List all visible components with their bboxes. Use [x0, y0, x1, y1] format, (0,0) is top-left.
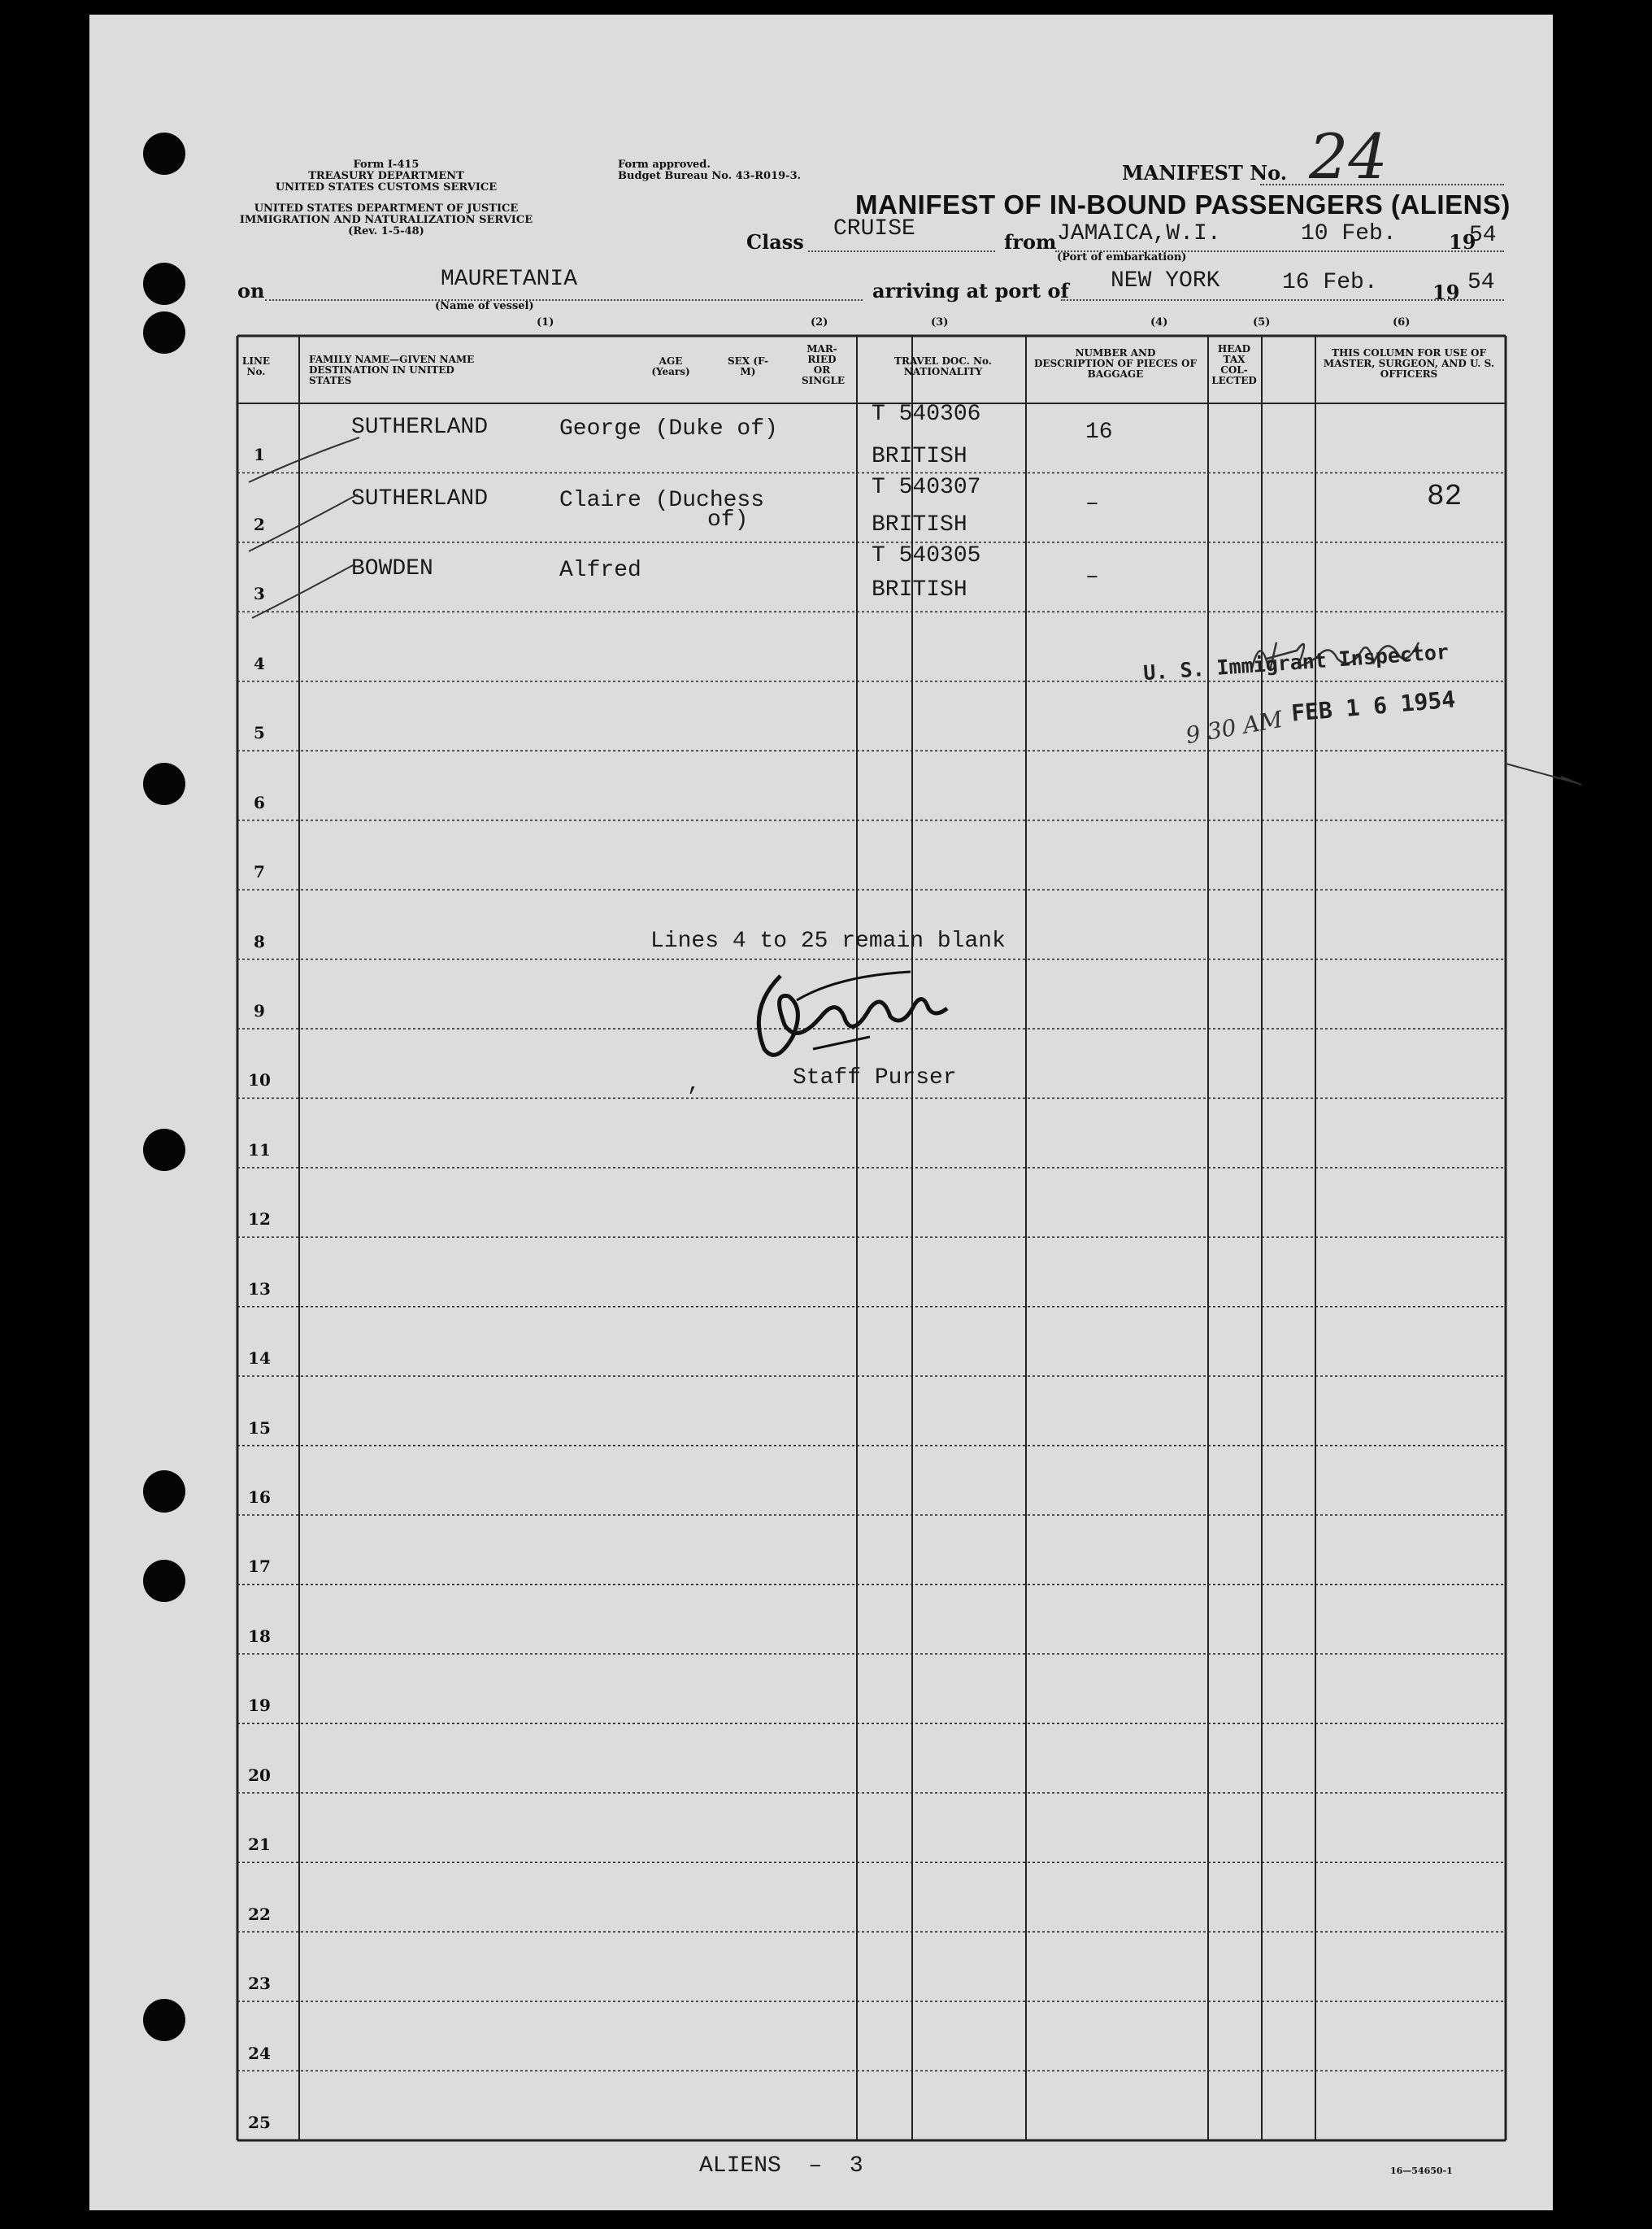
customs-service: UNITED STATES CUSTOMS SERVICE	[275, 181, 498, 194]
passenger-1-family-name: SUTHERLAND	[351, 415, 489, 440]
header-travel-doc: TRAVEL DOC. No. NATIONALITY	[894, 355, 992, 377]
departure-year: 54	[1469, 223, 1497, 248]
budget-bureau: Budget Bureau No. 43-R019-3.	[618, 170, 802, 182]
header-married: MAR- RIED OR SINGLE	[802, 343, 846, 386]
line-number: 14	[248, 1348, 271, 1369]
manifest-page	[89, 15, 1553, 2210]
passenger-2-nationality: BRITISH	[872, 512, 967, 538]
vessel-caption: (Name of vessel)	[435, 300, 534, 312]
header-name: FAMILY NAME—GIVEN NAME DESTINATION IN UNITED STATES	[309, 354, 475, 386]
treasury-dept: TREASURY DEPARTMENT	[308, 170, 464, 182]
line-number: 15	[248, 1417, 271, 1438]
print-code: 16—54650-1	[1390, 2166, 1453, 2176]
form-id: Form I-415	[353, 159, 420, 171]
revision-date: (Rev. 1-5-48)	[348, 225, 424, 237]
passenger-2-officer-note: 82	[1427, 480, 1463, 513]
line-number: 12	[248, 1209, 271, 1230]
line-number: 2	[254, 514, 265, 534]
line-number: 21	[248, 1835, 271, 1855]
stamp-time: 9 30 AM	[1184, 705, 1285, 750]
arrival-year: 54	[1467, 270, 1495, 295]
passenger-1-nationality: BRITISH	[872, 444, 967, 469]
line-number: 24	[248, 2043, 271, 2063]
passenger-3-baggage: –	[1085, 564, 1099, 590]
justice-dept: UNITED STATES DEPARTMENT OF JUSTICE	[254, 202, 519, 215]
passenger-2-travel-doc: T 540307	[872, 475, 981, 500]
header-sex: SEX (F-M)	[728, 355, 768, 377]
line-number: 17	[248, 1556, 271, 1577]
passenger-3-travel-doc: T 540305	[872, 543, 981, 568]
passenger-1-travel-doc: T 540306	[872, 402, 981, 427]
arriving-label: arriving at port of	[872, 279, 1069, 303]
col-num-1: (1)	[537, 316, 554, 329]
stamp-arrow	[1504, 759, 1602, 791]
on-label: on	[237, 279, 265, 303]
header-line-no: LINE No.	[241, 355, 271, 377]
arrival-year-prefix: 19	[1432, 281, 1460, 304]
line-number: 25	[248, 2113, 271, 2132]
line-number: 18	[248, 1626, 271, 1646]
col-num-2: (2)	[811, 316, 828, 329]
staff-purser-label: Staff Purser	[793, 1065, 957, 1091]
line-number: 8	[254, 931, 265, 951]
passenger-3-family-name: BOWDEN	[351, 556, 433, 581]
passenger-3-given-name: Alfred	[559, 558, 641, 583]
departure-date: 10 Feb.	[1301, 221, 1397, 246]
line-number: 11	[248, 1139, 271, 1160]
line-number: 13	[248, 1278, 271, 1299]
manifest-number: 24	[1309, 120, 1388, 193]
inspector-stamp: U. S. Immigrant Inspector	[1142, 639, 1450, 686]
col-num-6: (6)	[1393, 316, 1411, 329]
passenger-1-given-name: George (Duke of)	[559, 416, 778, 442]
line-number: 1	[254, 445, 265, 465]
class-label: Class	[746, 230, 804, 254]
line-number: 9	[254, 1000, 265, 1021]
sheet-label: ALIENS – 3	[699, 2153, 863, 2179]
blank-lines-note: Lines 4 to 25 remain blank	[650, 929, 1006, 954]
passenger-2-given-name: Claire (Duchess	[559, 488, 765, 513]
header-officers: THIS COLUMN FOR USE OF MASTER, SURGEON, AND U. S. OFFICERS	[1323, 347, 1495, 380]
header-age: AGE (Years)	[651, 355, 690, 377]
passenger-2-family-name: SUTHERLAND	[351, 486, 489, 512]
vessel-name: MAURETANIA	[441, 267, 578, 292]
line-number: 19	[248, 1696, 271, 1716]
arrival-date: 16 Feb.	[1282, 270, 1378, 295]
line-number: 16	[248, 1487, 271, 1508]
purser-signature	[715, 960, 959, 1073]
line-number: 23	[248, 1974, 271, 1994]
line-number: 5	[254, 723, 265, 743]
passenger-3-nationality: BRITISH	[872, 577, 967, 603]
ins-service: IMMIGRATION AND NATURALIZATION SERVICE	[239, 214, 533, 226]
line-number: 3	[254, 584, 265, 604]
form-approved: Form approved.	[618, 159, 711, 171]
passenger-2-given-name-cont: of)	[707, 507, 749, 533]
page-title: MANIFEST OF IN-BOUND PASSENGERS (ALIENS)	[855, 189, 1511, 220]
port-of-embarkation: JAMAICA,W.I.	[1057, 221, 1221, 246]
line-number: 22	[248, 1904, 271, 1924]
header-baggage: NUMBER AND DESCRIPTION OF PIECES OF BAGGAGE	[1034, 347, 1197, 380]
line-number: 10	[248, 1070, 271, 1091]
port-embark-caption: (Port of embarkation)	[1057, 251, 1187, 263]
line-number: 4	[254, 653, 265, 673]
manifest-no-label: MANIFEST No.	[1122, 161, 1288, 185]
passenger-2-baggage: –	[1085, 491, 1099, 516]
header-head-tax: HEAD TAX COL- LECTED	[1211, 343, 1257, 386]
signature-comma: ,	[687, 1072, 701, 1097]
stamp-date: FEB 1 6 1954	[1289, 686, 1457, 727]
class-value: CRUISE	[833, 216, 915, 242]
line-number: 20	[248, 1765, 271, 1785]
passenger-1-baggage: 16	[1085, 420, 1113, 445]
line-number: 6	[254, 792, 265, 812]
arrival-port: NEW YORK	[1111, 268, 1220, 294]
line-number: 7	[254, 862, 265, 882]
year-prefix: 19	[1449, 230, 1476, 254]
col-num-4: (4)	[1150, 316, 1168, 329]
from-label: from	[1004, 230, 1057, 254]
col-num-5: (5)	[1253, 316, 1271, 329]
col-num-3: (3)	[931, 316, 949, 329]
